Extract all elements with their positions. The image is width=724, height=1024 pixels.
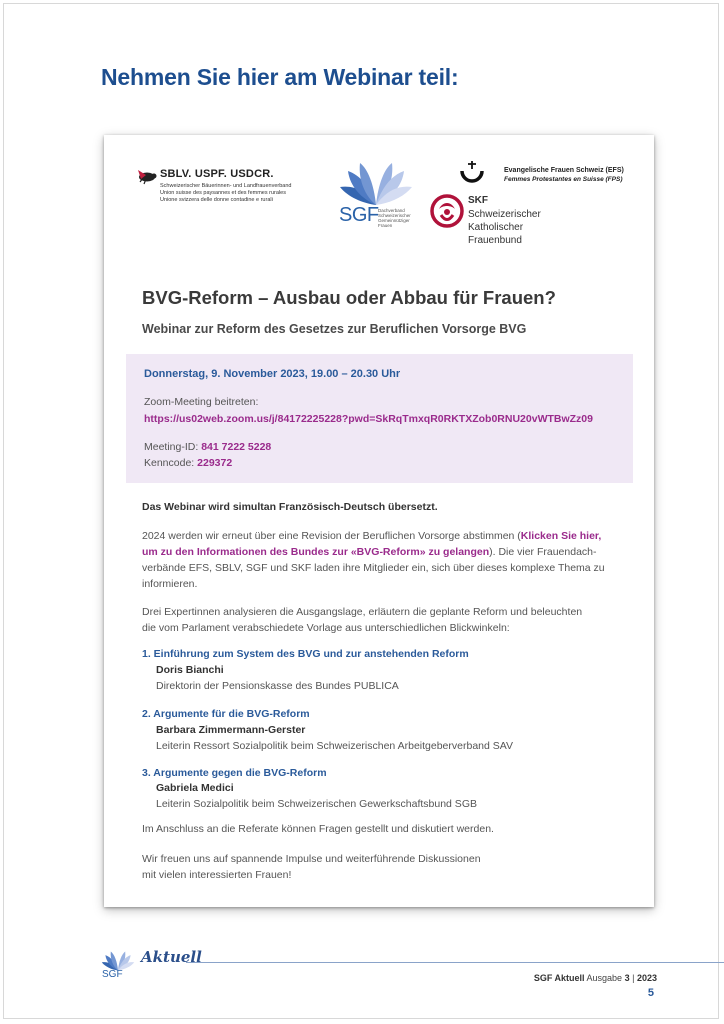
agenda-role-1: Direktorin der Pensionskasse des Bundes PUBLICA: [156, 680, 399, 692]
sgf-line-4: Frauen: [378, 223, 393, 228]
agenda-heading-1: 1. Einführung zum System des BVG und zur anstehenden Reform: [142, 648, 469, 660]
footer-issue-label: Ausgabe: [586, 973, 623, 983]
footer-issue-number: 3: [624, 973, 630, 983]
agenda-heading-3: 3. Argumente gegen die BVG-Reform: [142, 767, 327, 779]
bee-icon: [134, 168, 158, 188]
footer-year: 2023: [636, 973, 657, 983]
analysis-line-1: Drei Expertinnen analysieren die Ausgangslage, erläutern die geplante Reform und beleuchten: [142, 606, 583, 618]
sblv-line-1: Schweizerischer Bäuerinnen- und Landfrauenverband: [160, 183, 292, 189]
footer-divider: [186, 962, 724, 963]
bund-info-link-part-1[interactable]: Klicken Sie hier,: [520, 530, 602, 542]
bund-info-link-part-2[interactable]: um zu den Informationen des Bundes zur «BVG-Reform» zu gelangen: [142, 546, 490, 558]
agenda-speaker-3: Gabriela Medici: [156, 782, 234, 794]
page-number: 5: [647, 987, 654, 999]
page-headline: Nehmen Sie hier am Webinar teil:: [101, 64, 459, 90]
webinar-subtitle: Webinar zur Reform des Gesetzes zur Beruflichen Vorsorge BVG: [142, 322, 527, 336]
efs-cross-moon-icon: [456, 159, 488, 191]
skf-abbreviation: SKF: [468, 195, 488, 206]
skf-line-3: Frauenbund: [468, 235, 522, 246]
partner-logos: [104, 135, 654, 250]
skf-emblem-icon: [429, 193, 465, 229]
footer-publication: SGF Aktuell: [533, 973, 585, 983]
skf-line-2: Katholischer: [468, 222, 524, 233]
agenda-role-2: Leiterin Ressort Sozialpolitik beim Schweizerischen Arbeitgeberverband SAV: [156, 740, 513, 752]
agenda-heading-2: 2. Argumente für die BVG-Reform: [142, 708, 310, 720]
event-details-box: [126, 354, 633, 483]
meeting-id-row: [144, 441, 271, 453]
sblv-title: SBLV. USPF. USDCR.: [160, 168, 274, 180]
meeting-id-label: Meeting-ID:: [144, 441, 199, 453]
intro-line-1: [142, 528, 601, 544]
zoom-label: Zoom-Meeting beitreten:: [144, 396, 259, 408]
analysis-line-2: die vom Parlament verabschiedete Vorlage aus unterschiedlichen Blickwinkeln:: [142, 622, 510, 634]
agenda-speaker-2: Barbara Zimmermann-Gerster: [156, 724, 306, 736]
event-date: Donnerstag, 9. November 2023, 19.00 – 20.30 Uhr: [144, 368, 401, 380]
intro-line-4: informieren.: [142, 578, 198, 590]
passcode-row: [144, 457, 232, 469]
intro-text-2: ). Die vier Frauendach-: [489, 546, 597, 558]
sgf-fan-icon: [336, 163, 416, 205]
efs-name-fr: Femmes Protestantes en Suisse (FPS): [504, 176, 623, 183]
webinar-card: [104, 135, 654, 907]
meeting-id-value: 841 7222 5228: [201, 441, 272, 453]
closing-line-2: mit vielen interessierten Frauen!: [142, 869, 292, 881]
sgf-line-3: Gemeinnütziger: [378, 218, 410, 223]
passcode-label: Kenncode:: [144, 457, 195, 469]
footer-aktuell-text: Aktuell: [141, 948, 202, 966]
intro-line-2: [142, 544, 597, 560]
skf-line-1: Schweizerischer: [468, 209, 541, 220]
intro-line-3: verbände EFS, SBLV, SGF und SKF laden ihre Mitglieder ein, sich über dieses komplexe Thema zu: [142, 562, 605, 574]
sgf-line-2: Schweizerischer: [378, 213, 411, 218]
footer-sgf-text: SGF: [102, 969, 123, 980]
efs-name-de: Evangelische Frauen Schweiz (EFS): [504, 167, 624, 174]
footer-separator: |: [632, 973, 635, 983]
zoom-meeting-link[interactable]: https://us02web.zoom.us/j/84172225228?pwd=SkRqTmxqR0RKTXZob0RNU20vWTBwZz09: [144, 413, 593, 425]
closing-line-1: Wir freuen uns auf spannende Impulse und weiterführende Diskussionen: [142, 853, 481, 865]
questions-note: Im Anschluss an die Referate können Fragen gestellt und diskutiert werden.: [142, 823, 494, 835]
intro-text-1: 2024 werden wir erneut über eine Revision der Beruflichen Vorsorge abstimmen (: [142, 530, 521, 542]
sgf-logo-text: SGF: [339, 204, 379, 226]
sgf-fan-small-icon: [100, 951, 136, 971]
sblv-line-2: Union suisse des paysannes et des femmes rurales: [160, 190, 286, 196]
passcode-value: 229372: [197, 457, 233, 469]
webinar-title: BVG-Reform – Ausbau oder Abbau für Frauen?: [142, 287, 556, 308]
agenda-role-3: Leiterin Sozialpolitik beim Schweizerischen Gewerkschaftsbund SGB: [156, 798, 477, 810]
sblv-line-3: Unione svizzera delle donne contadine e rurali: [160, 197, 273, 203]
sgf-line-1: Dachverband: [378, 208, 405, 213]
footer-issue-info: [534, 973, 657, 983]
translation-note: Das Webinar wird simultan Französisch-Deutsch übersetzt.: [142, 501, 438, 513]
agenda-speaker-1: Doris Bianchi: [156, 664, 224, 676]
